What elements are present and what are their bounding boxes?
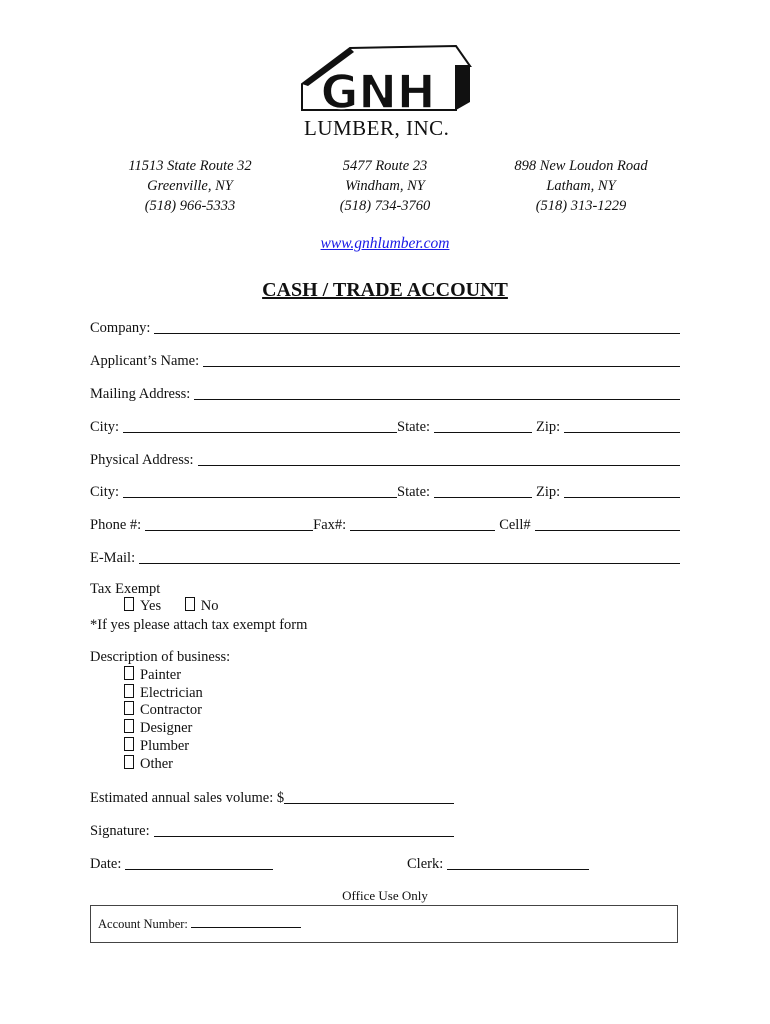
tax-exempt-yes-checkbox[interactable] [124,597,134,611]
clerk-field[interactable] [447,853,589,870]
company-row [90,315,680,337]
location-latham [481,156,681,216]
city-field[interactable] [123,481,397,498]
zip-field[interactable] [564,416,680,433]
tax-exempt-options [124,597,218,615]
company-field[interactable] [154,317,680,334]
date-row [90,851,273,873]
cell-label: Cell# [499,517,531,533]
company-label: Company: [90,320,151,336]
tax-exempt-note: *If yes please attach tax exempt form [90,617,308,633]
mailing-city-row [90,414,680,436]
location-street: 11513 State Route 32 [128,158,252,174]
company-name: LUMBER, INC. [304,116,450,140]
account-number-row [98,917,301,932]
signature-field[interactable] [154,820,454,837]
location-street: 898 New Loudon Road [514,158,648,174]
business-option-painter [124,666,181,684]
location-phone: (518) 734-3760 [339,198,431,214]
sales-volume-field[interactable] [284,787,454,804]
business-option-electrician [124,684,203,702]
mailing-address-label: Mailing Address: [90,386,191,402]
physical-city-row [90,479,680,501]
plumber-label: Plumber [140,738,190,754]
city-label: City: [90,484,120,500]
phone-label: Phone #: [90,517,142,533]
cell-field[interactable] [535,514,680,531]
designer-checkbox[interactable] [124,719,134,733]
office-use-box [90,905,678,943]
fax-label: Fax#: [313,517,347,533]
logo-letters: GNH [320,65,436,114]
location-phone: (518) 966-5333 [144,198,236,214]
account-number-label: Account Number: [98,917,188,931]
other-checkbox[interactable] [124,755,134,769]
form-title [0,279,770,302]
date-field[interactable] [125,853,273,870]
mailing-address-row [90,381,680,403]
email-field[interactable] [139,547,680,564]
clerk-label: Clerk: [407,856,444,872]
location-city: Latham, NY [546,178,616,194]
website [0,235,770,253]
phone-field[interactable] [145,514,313,531]
contractor-label: Contractor [140,702,203,718]
location-windham [285,156,485,216]
business-option-contractor [124,701,202,719]
designer-label: Designer [140,720,193,736]
company-logo [296,44,472,140]
business-option-plumber [124,737,189,755]
mailing-address-field[interactable] [194,383,680,400]
sales-volume-label: Estimated annual sales volume: $ [90,790,285,806]
signature-row [90,818,454,840]
other-label: Other [140,756,174,772]
location-phone: (518) 313-1229 [535,198,627,214]
location-city: Greenville, NY [147,178,233,194]
plumber-checkbox[interactable] [124,737,134,751]
website-link[interactable]: www.gnhlumber.com [320,235,450,252]
office-use-label: Office Use Only [342,888,428,903]
tax-exempt-no-checkbox[interactable] [185,597,195,611]
tax-exempt-label: Tax Exempt [90,581,161,597]
physical-address-field[interactable] [198,449,680,466]
electrician-checkbox[interactable] [124,684,134,698]
state-label: State: [397,484,431,500]
phone-row [90,512,680,534]
zip-label: Zip: [536,484,561,500]
fax-field[interactable] [350,514,495,531]
city-field[interactable] [123,416,397,433]
account-number-field[interactable] [191,917,301,928]
applicant-row [90,348,680,370]
location-greenville [90,156,290,216]
business-option-other [124,755,173,773]
applicant-field[interactable] [203,350,680,367]
city-label: City: [90,419,120,435]
business-description-label: Description of business: [90,649,231,665]
zip-field[interactable] [564,481,680,498]
contractor-checkbox[interactable] [124,701,134,715]
form-title-text: CASH / TRADE ACCOUNT [262,279,508,301]
tax-exempt-yes-label: Yes [140,598,162,614]
email-label: E-Mail: [90,550,136,566]
electrician-label: Electrician [140,685,203,701]
clerk-row [407,851,589,873]
business-option-designer [124,719,192,737]
state-label: State: [397,419,431,435]
painter-checkbox[interactable] [124,666,134,680]
applicant-label: Applicant’s Name: [90,353,200,369]
gnh-logo-graphic [296,44,472,114]
date-label: Date: [90,856,122,872]
physical-address-row [90,447,680,469]
painter-label: Painter [140,667,182,683]
tax-exempt-no-label: No [200,598,219,614]
sales-volume-row [90,785,454,807]
state-field[interactable] [434,481,532,498]
location-city: Windham, NY [345,178,425,194]
signature-label: Signature: [90,823,150,839]
email-row [90,545,680,567]
location-street: 5477 Route 23 [342,158,428,174]
physical-address-label: Physical Address: [90,452,194,468]
state-field[interactable] [434,416,532,433]
zip-label: Zip: [536,419,561,435]
